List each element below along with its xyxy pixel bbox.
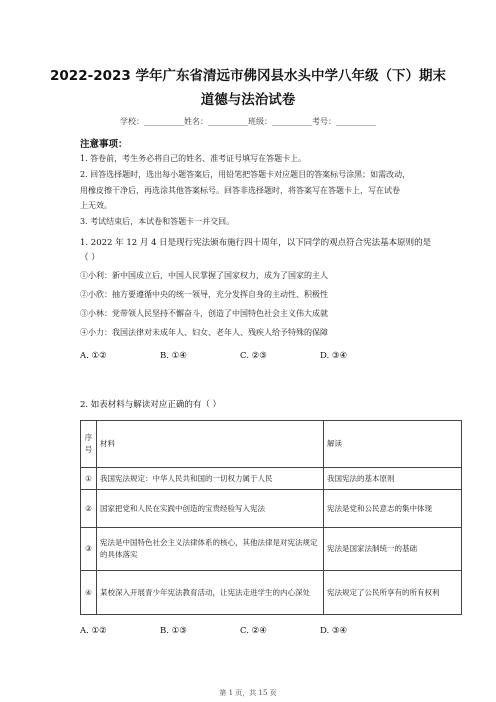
row-material: 某校深入开展青少年宪法教育活动，让宪法走进学生的内心深处 xyxy=(97,571,324,615)
notice-line: 1. 答卷前，考生务必将自己的姓名、准考证号填写在答题卡上。 xyxy=(80,154,307,163)
table-row xyxy=(81,528,462,571)
q2-material-table xyxy=(80,420,462,615)
row-index: ② xyxy=(81,490,97,528)
table-row xyxy=(81,571,462,615)
q2-options xyxy=(80,626,400,636)
q2-option-c[interactable]: C. ②④ xyxy=(240,626,267,636)
row-index: ① xyxy=(81,468,97,490)
row-material: 宪法是中国特色社会主义法律体系的核心，其他法律是对宪法规定的具体落实 xyxy=(97,528,324,571)
q2-option-b[interactable]: B. ①③ xyxy=(160,626,187,636)
q1-stem-bracket: （ ） xyxy=(80,253,100,263)
q2-stem: 2. 如表材料与解读对应正确的有（ ） xyxy=(80,400,222,410)
q1-item: ①小利：新中国成立后，中国人民掌握了国家权力，成为了国家的主人 xyxy=(80,271,328,280)
notice-line: 用橡皮擦干净后，再选涂其他答案标号。回答非选择题时，将答案写在答题卡上，写在试卷 xyxy=(80,186,400,195)
row-index: ③ xyxy=(81,528,97,571)
row-interpretation: 宪法规定了公民所享有的所有权利 xyxy=(324,571,462,615)
q1-option-d[interactable]: D. ③④ xyxy=(320,351,348,361)
q1-item: ④小力：我国法律对未成年人、妇女、老年人、残疾人给予特殊的保障 xyxy=(80,328,328,337)
title-line-1: 2022-2023 学年广东省清远市佛冈县水头中学八年级（下）期末 xyxy=(50,68,446,84)
table-row xyxy=(81,490,462,528)
header-interpretation: 解读 xyxy=(324,421,462,468)
row-interpretation: 宪法是党和公民意志的集中体现 xyxy=(324,490,462,528)
q1-option-a[interactable]: A. ①② xyxy=(80,351,107,361)
q1-option-b[interactable]: B. ①④ xyxy=(160,351,187,361)
row-interpretation: 我国宪法的基本原则 xyxy=(324,468,462,490)
q1-options xyxy=(80,351,400,361)
header-index: 序号 xyxy=(81,421,97,468)
q2-option-d[interactable]: D. ③④ xyxy=(320,626,348,636)
notice-heading: 注意事项： xyxy=(80,139,128,150)
row-material: 国家把党和人民在实践中创造的宝贵经验写入宪法 xyxy=(97,490,324,528)
student-info-line: 学校：__________姓名：__________班级：__________考号：__________ xyxy=(120,117,376,126)
q1-item: ②小欣：抽方要遵循中央的统一领导，充分发挥自身的主动性、积极性 xyxy=(80,290,328,299)
notice-line: 2. 回答选择题时，选出每小题答案后，用铅笔把答题卡对应题目的答案标号涂黑；如需改动， xyxy=(80,170,411,179)
q1-stem: 1. 2022 年 12 月 4 日是现行宪法颁布施行四十周年，以下同学的观点符合宪法基本原则的是 xyxy=(80,238,432,248)
q2-option-a[interactable]: A. ①② xyxy=(80,626,107,636)
page-footer: 第 1 页，共 15 页 xyxy=(219,689,277,697)
row-index: ④ xyxy=(81,571,97,615)
title-line-2: 道德与法治试卷 xyxy=(200,92,296,108)
header-material: 材料 xyxy=(97,421,324,468)
row-material: 我国宪法规定：中华人民共和国的一切权力属于人民 xyxy=(97,468,324,490)
notice-line: 3. 考试结束后，本试卷和答题卡一并交回。 xyxy=(80,217,235,226)
notice-line: 上无效。 xyxy=(80,201,112,210)
row-interpretation: 宪法是国家法制统一的基础 xyxy=(324,528,462,571)
table-header-row xyxy=(81,421,462,468)
q1-option-c[interactable]: C. ②③ xyxy=(240,351,267,361)
q1-item: ③小林：党带领人民坚持不懈奋斗，创造了中国特色社会主义伟大成就 xyxy=(80,309,328,318)
table-row xyxy=(81,468,462,490)
